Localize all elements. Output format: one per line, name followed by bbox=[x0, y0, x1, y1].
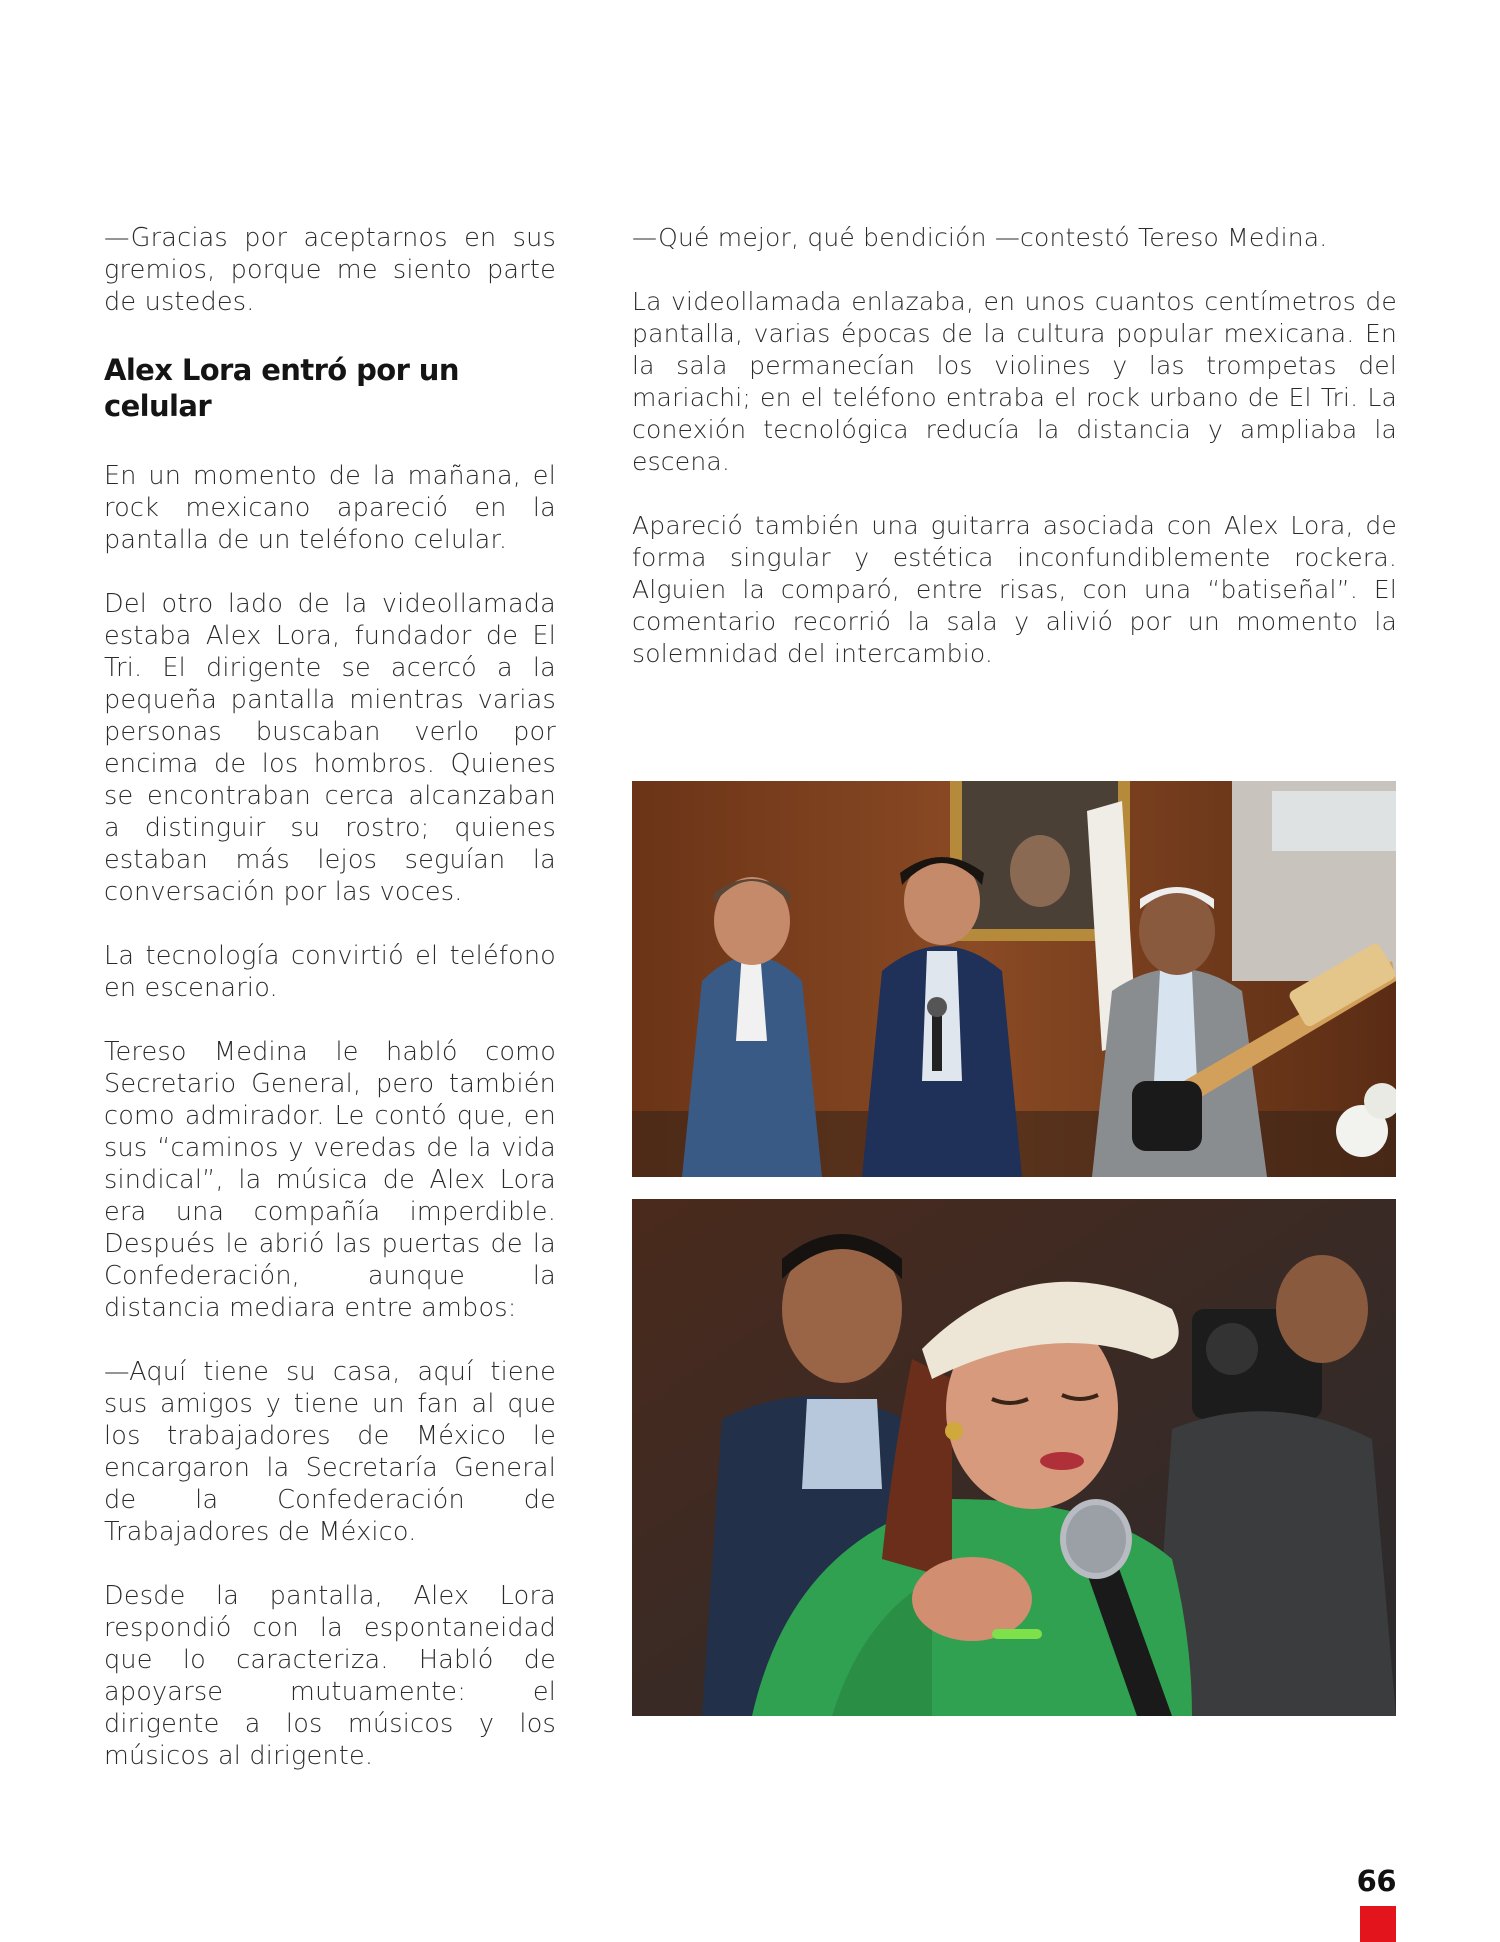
section-heading: Alex Lora entró por un celular bbox=[104, 353, 459, 423]
photo-woman-singing-illustration bbox=[632, 1199, 1396, 1716]
paragraph-quote-casa: —Aquí tiene su casa, aquí tiene sus amigos y tiene un fan al que los trabajadores de México le encargaron la Secretaría General de la Confederación de Trabajadores de México. bbox=[104, 1357, 556, 1547]
paragraph-videollamada-epocas: La videollamada enlazaba, en unos cuantos centímetros de pantalla, varias épocas de la cultura popular mexicana. En la sala permanecían los violines y las trompetas del mariachi; en el teléfono entraba el rock urbano de El Tri. La conexión tecnológica reducía la distancia y ampliaba la escena. bbox=[632, 287, 1397, 476]
page-number: 66 bbox=[1356, 1864, 1396, 1898]
paragraph-alex-response: Desde la pantalla, Alex Lora respondió con la espontaneidad que lo caracteriza. Habló de apoyarse mutuamente: el dirigente a los músicos y los músicos al dirigente. bbox=[104, 1581, 556, 1771]
paragraph-tereso-medina: Tereso Medina le habló como Secretario General, pero también como admirador. Le contó que, en sus “caminos y veredas de la vida sindical”, la música de Alex Lora era una compañía imperdible. Después le abrió las puertas de la Confederación, aunque la distancia mediara entre ambos: bbox=[104, 1037, 556, 1323]
photo-three-men-illustration bbox=[632, 781, 1396, 1177]
paragraph-videocall: Del otro lado de la videollamada estaba Alex Lora, fundador de El Tri. El dirigente se acercó a la pequeña pantalla mientras varias personas buscaban verlo por encima de los hombros. Quienes se encontraban cerca alcanzaban a distinguir su rostro; quienes estaban más lejos seguían la conversación por las voces. bbox=[104, 589, 556, 907]
paragraph-technology: La tecnología convirtió el teléfono en escenario. bbox=[104, 941, 556, 1003]
paragraph-guitarra: Apareció también una guitarra asociada con Alex Lora, de forma singular y estética inconfundiblemente rockera. Alguien la comparó, entre risas, con una “batiseñal”. El comentario recorrió la sala y alivió por un momento la solemnidad del intercambio. bbox=[632, 511, 1397, 668]
paragraph-rock-appears: En un momento de la mañana, el rock mexicano apareció en la pantalla de un teléfono celular. bbox=[104, 461, 556, 555]
paragraph-bendicion: —Qué mejor, qué bendición —contestó Tereso Medina. bbox=[632, 223, 1328, 252]
photo-three-men-with-guitar bbox=[632, 781, 1396, 1177]
page-accent-marker bbox=[1360, 1906, 1396, 1942]
left-column bbox=[104, 222, 556, 1804]
right-column bbox=[632, 222, 1397, 702]
photo-woman-singing-with-microphone bbox=[632, 1199, 1396, 1716]
paragraph-thanks: —Gracias por aceptarnos en sus gremios, porque me siento parte de ustedes. bbox=[104, 223, 556, 317]
